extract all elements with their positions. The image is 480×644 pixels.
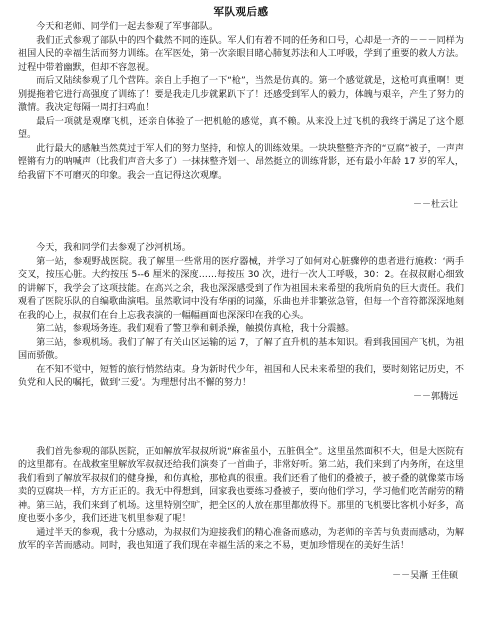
essay-1-paragraph: 最后一项就是观摩飞机，还亲自体验了一把机舱的感觉，真不赖。从来没上过飞机的我终于满足了这个愿望。 [18,116,464,140]
essay-1-paragraph: 今天和老师、同学们一起去参观了军事部队。 [36,22,219,32]
essay-1-paragraph: 此行最大的感触当然莫过于军人们的努力坚持，和惊人的训练效果。一块块整整齐齐的“豆腐”被子，一声声铿锵有力的呐喊声（比我们声音大多了）一抹抹整齐划一、昂然挺立的训练背影，还有最小年龄 17 岁的军人，给我留下不可磨灭的印象。我会一直记得这次观摩。 [18,143,464,181]
essay-2-paragraph: 第三站，参观机场。我们了解了有关山区运输的运 7，了解了直升机的基本知识。看到我国国产飞机，为祖国而骄傲。 [18,337,464,361]
essay-2 [18,242,464,404]
document-page [0,4,480,644]
essay-1-paragraph: 而后又陆续参观了几个营阵。亲自上手抱了一下“枪”，当然是仿真的。第一个感觉就是，这枪可真重啊！更别提拖着它进行高强度了训练了！要是我走几步就累趴下了！还感受到军人的毅力，体魄与艰辛，产生了努力的激情。我决定每隔一周打扫鸡血！ [18,76,464,113]
section-spacer [18,212,464,242]
essay-2-paragraph: 今天，我和同学们去参观了沙河机场。 [36,243,191,253]
essay-2-paragraph: 在不知不觉中，短暂的旅行悄然结束。身为新时代少年，祖国和人民未来希望的我们，要时刻铭记历史，不负党和人民的嘱托，做到‘三爱’。为理想付出不懈的努力！ [18,364,464,388]
document-title: 军队观后感 [213,6,269,18]
section-spacer [18,404,464,446]
essay-2-paragraph: 第一站，参观野战医院。我了解里一些常用的医疗器械，并学习了如何对心脏骤停的患者进行施救：‘两手交叉，按压心脏。大约按压 5--6 厘米的深度……每按压 30 次，进行一次人工呼吸，30：2。在叔叔耐心细致的讲解下，我学会了这项技能。在高兴之余，我也深深感受到了作为祖国未来希望的我所肩负的巨大责任。我们观看了医院乐队的自编歌曲演唱。虽然歌词中没有华丽的词藻，乐曲也并非繁弦急管，但每一个音符都深深地刻在我的心上，叔叔们在台上忘我表演的一幅幅画面也深深印在我的心头。 [18,256,464,321]
essay-3-paragraph: 通过半天的参观，我十分感动，为叔叔们为迎接我们的精心准备而感动，为老师的辛苦与负责而感动，为解放军的辛苦而感动。同时，我也知道了我们现在幸福生活的来之不易，更加珍惜现在的美好生活！ [18,527,464,551]
essay-2-paragraph: 第二站，参观场务连。我们观看了警卫拳和刺杀操，触摸仿真枪，我十分震撼。 [36,324,355,334]
essay-3-signature: －－吴漸 王佳硕 [392,570,458,581]
essay-2-signature: －－郭腾远 [412,391,458,402]
essay-1 [18,21,464,212]
essay-1-paragraph: 我们正式参观了部队中的四个截然不同的连队。军人们有着不同的任务和口号，心却是一齐的－－－同样为祖国人民的幸福生活而努力训练。在军医处，第一次亲眼目睹心肺复苏法和人工呼吸，学到了重要的救人方法。过程中带着幽默，但却不容忽视。 [18,35,464,73]
essay-1-signature: －－杜云让 [412,200,458,210]
essay-3 [18,446,464,583]
essay-3-paragraph: 我们首先参观的部队医院，正如解放军叔叔所说“麻雀虽小，五脏俱全”。这里虽然面积不大，但是大医院有的这里都有。在战救室里解放军叔叔还给我们演奏了一首曲子，非常好听。第二站，我们来到了内务所，在这里我们看到了解放军叔叔们的健身操，和仿真枪，那枪真的很重。我们还看了他们的叠被子，被子叠的就像菜市场卖的豆腐块一样，方方正正的。我无中得想到，回家我也要练习叠被子，要向他们学习，学习他们吃苦耐劳的精神。第三站，我们来到了机场。这里特别空旷，把全区的人放在那里都放得下。那里的飞机要比客机小好多，高度也要小多少，我们还进飞机里参观了呢！ [18,446,464,524]
